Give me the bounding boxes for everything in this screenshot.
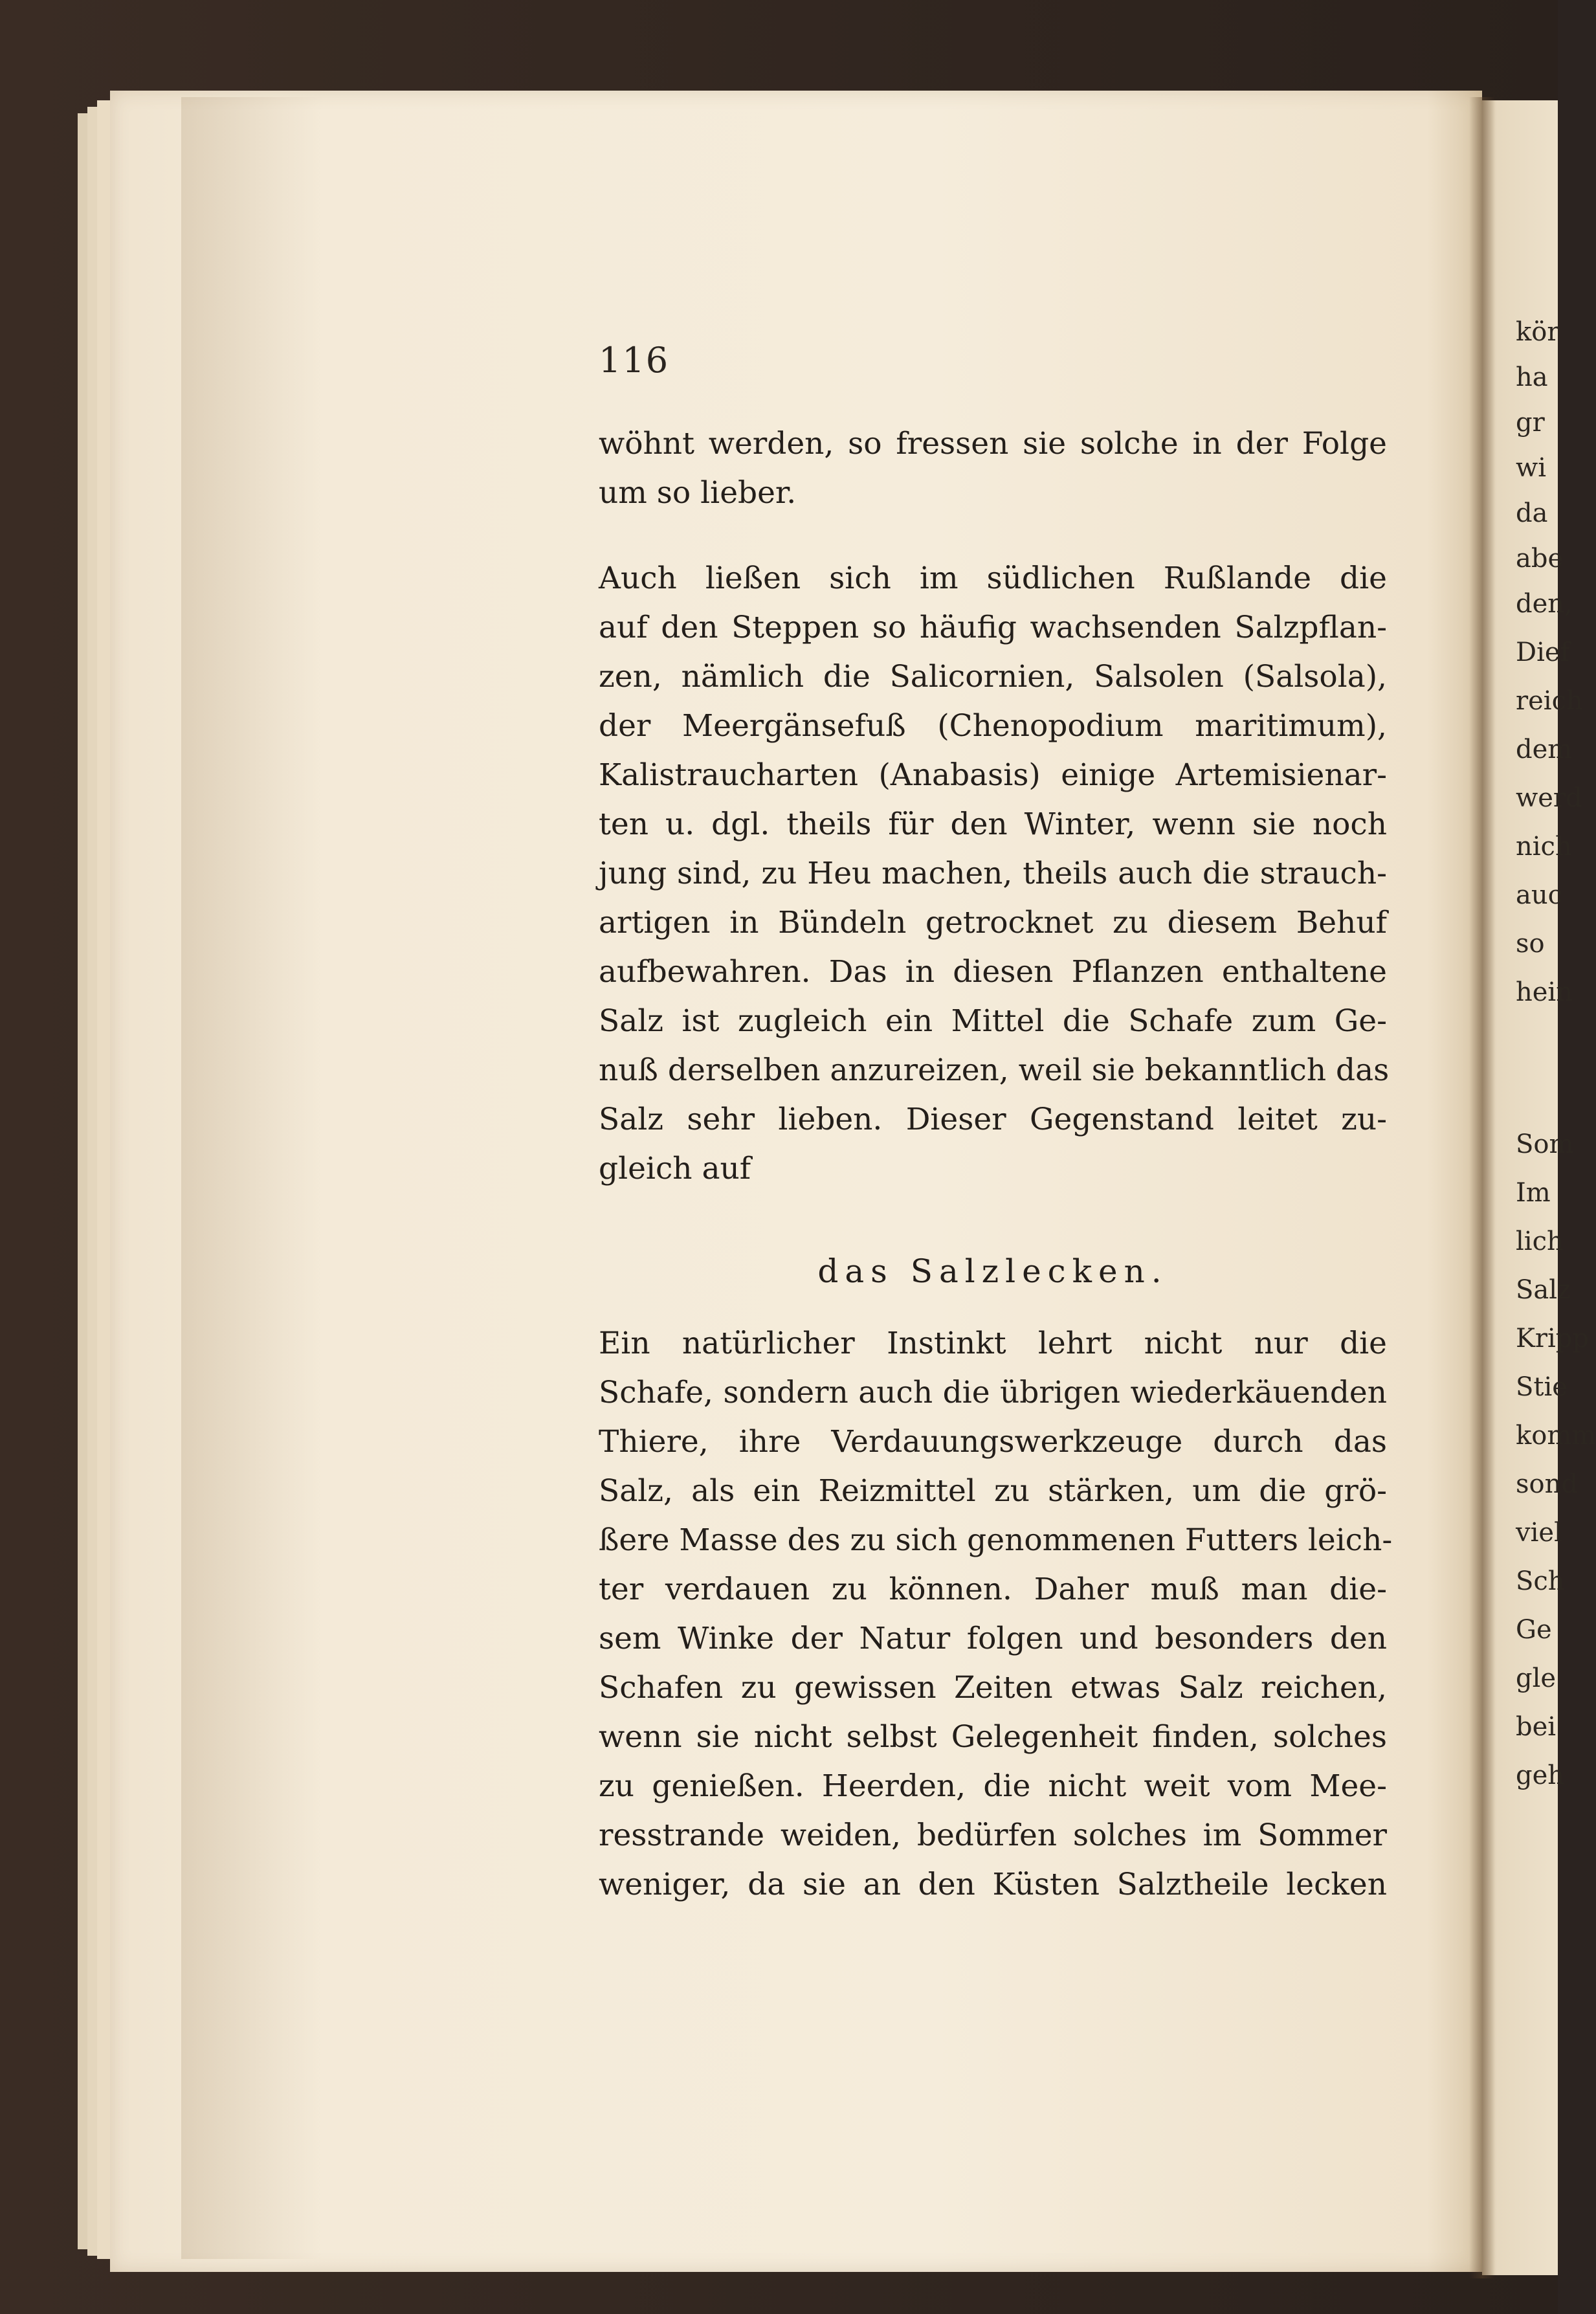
facing-page-fragment: ha [1516,362,1548,392]
facing-page-fragment: bei [1516,1712,1557,1742]
text-line: aufbewahren. Das in diesen Pflanzen enthaltene [599,954,1387,990]
facing-page-fragment: Salz [1516,1275,1571,1305]
text-line: weniger, da sie an den Küsten Salztheile lecken [599,1867,1387,1902]
facing-page-fragment: komm [1516,1421,1596,1451]
facing-page-fragment: hein [1516,977,1573,1007]
book-gutter [1469,97,1495,2278]
facing-page-fragment: Im [1516,1178,1551,1208]
text-line: Salz, als ein Reizmittel zu stärken, um die grö- [599,1473,1387,1509]
text-line: ter verdauen zu können. Daher muß man die- [599,1572,1387,1607]
text-line: Auch ließen sich im südlichen Rußlande die [599,561,1387,596]
text-line: Ein natürlicher Instinkt lehrt nicht nur die [599,1326,1387,1361]
text-line: ßere Masse des zu sich genommenen Futters leich- [599,1522,1393,1558]
text-line: zen, nämlich die Salicornien, Salsolen (Salsola), [599,659,1387,695]
facing-page-fragment: Ge [1516,1615,1552,1645]
text-line: Schafe, sondern auch die übrigen wiederkäuenden [599,1375,1387,1410]
text-line: wenn sie nicht selbst Gelegenheit finden, solches [599,1719,1387,1755]
text-line: gleich auf [599,1151,751,1186]
text-line: Schafen zu gewissen Zeiten etwas Salz reichen, [599,1670,1387,1706]
facing-page-fragment: Stie [1516,1372,1568,1402]
facing-page-fragment: wi [1516,453,1547,483]
text-line: nuß derselben anzureizen, weil sie bekanntlich das [599,1052,1390,1088]
facing-page-fragment: kör [1516,317,1560,347]
text-line: Thiere, ihre Verdauungswerkzeuge durch das [599,1424,1387,1460]
page-number: 116 [599,340,670,381]
facing-page-fragment: Sch [1516,1566,1565,1596]
text-line: der Meergänsefuß (Chenopodium maritimum), [599,708,1387,744]
facing-page-fragment: geh [1516,1761,1565,1790]
facing-page-fragment: werd [1516,783,1582,813]
text-line: ten u. dgl. theils für den Winter, wenn sie noch [599,807,1387,842]
facing-page-fragment: reich [1516,686,1583,716]
facing-page-fragment: auc [1516,880,1563,910]
facing-page-fragment: da [1516,498,1548,528]
text-line: wöhnt werden, so fressen sie solche in der Folge [599,426,1387,462]
text-line: Salz ist zugleich ein Mittel die Schafe zum Ge- [599,1003,1387,1039]
facing-page-fragment: dem [1516,735,1573,764]
section-heading: das Salzlecken. [817,1252,1168,1290]
page-fold-shadow [181,97,324,2259]
facing-page-fragment: gr [1516,408,1545,438]
text-line: auf den Steppen so häufig wachsenden Salzpflan- [599,610,1387,645]
facing-page-fragment: so [1516,929,1545,959]
text-line: resstrande weiden, bedürfen solches im Sommer [599,1818,1387,1853]
facing-page-fragment: nich [1516,832,1572,862]
facing-page-fragment: abe [1516,544,1564,573]
facing-page-fragment: den, [1516,589,1573,619]
facing-page-fragment: gle [1516,1663,1557,1693]
text-line: zu genießen. Heerden, die nicht weit vom Mee- [599,1768,1387,1804]
facing-page-fragment: Som [1516,1129,1574,1159]
text-line: Salz sehr lieben. Dieser Gegenstand leitet zu- [599,1102,1387,1137]
text-line: um so lieber. [599,475,797,511]
facing-page-fragment: viel [1516,1518,1562,1548]
text-line: Kalistraucharten (Anabasis) einige Artemisienar- [599,757,1387,793]
text-line: sem Winke der Natur folgen und besonders den [599,1621,1387,1656]
facing-page-fragment: Kripp [1516,1324,1590,1353]
facing-page-fragment: sond [1516,1469,1578,1499]
facing-page-fragment: Dief [1516,638,1570,667]
text-line: artigen in Bündeln getrocknet zu diesem Behuf [599,905,1387,940]
text-line: jung sind, zu Heu machen, theils auch die strauch- [599,856,1387,891]
facing-page-fragment: lich [1516,1227,1564,1256]
